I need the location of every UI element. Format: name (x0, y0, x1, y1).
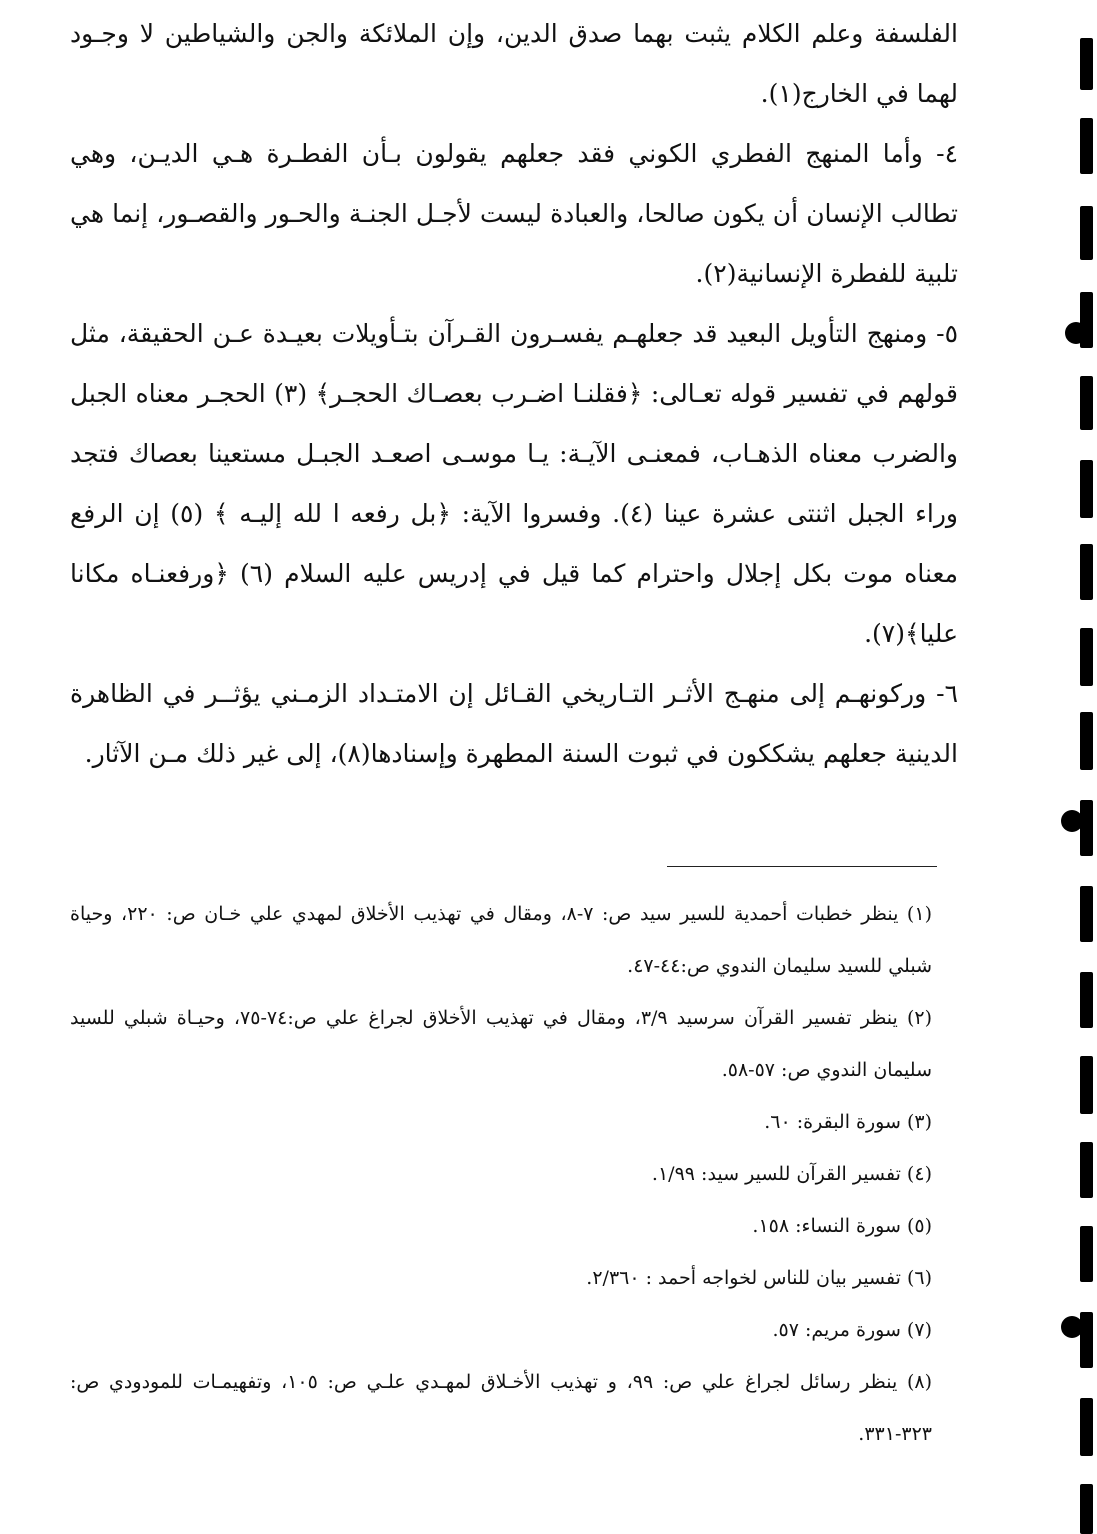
footnote-2: (٢) ينظر تفسير القرآن سرسيد ٣/٩، ومقال في تهذيب الأخلاق لجراغ علي ص:٧٤-٧٥، وحيـاة شبلي للسيد سليمان الندوي ص: ٥٧-٥٨. (70, 1007, 932, 1081)
binding-bar (1080, 1056, 1093, 1114)
binding-hole (1061, 810, 1083, 832)
binding-bar (1080, 118, 1093, 174)
binding-hole (1065, 322, 1087, 344)
footnote-7: (٧) سورة مريم: ٥٧. (772, 1319, 932, 1341)
binding-bar (1080, 544, 1093, 600)
paragraph-2: ٤- وأما المنهج الفطري الكوني فقد جعلهم يقولون بـأن الفطـرة هـي الديـن، وهي تطالب الإنسان أن يكون صالحا، والعبادة ليست لأجـل الجنـة والحـور والقصـور، إنما هي تلبية للفطرة الإنسانية(٢). (70, 139, 958, 288)
footnote-5: (٥) سورة النساء: ١٥٨. (752, 1215, 932, 1237)
paragraph-3: ٥- ومنهج التأويل البعيد قد جعلهـم يفسـرون القـرآن بتـأويلات بعيـدة عـن الحقيقة، مثل قولهم في تفسير قوله تعـالى: ﴿فقلنـا اضـرب بعصـاك الحجـر﴾ (٣) الحجـر معناه الجبل والضرب معناه الذهـاب، فمعنـى الآيـة: يـا موسـى اصعـد الجبـل مستعينا بعصاك فتجد وراء الجبل اثنتى عشرة عينا (٤). وفسروا الآية: ﴿بل رفعه ا لله إليـه ﴾ (٥) إن الرفع معناه موت بكل إجلال واحترام كما قيل في إدريس عليه السلام (٦) ﴿ورفعنـاه مكانا عليا﴾(٧). (70, 319, 958, 648)
binding-bar (1080, 886, 1093, 942)
footnote-separator (667, 866, 937, 867)
binding-bar (1080, 628, 1093, 686)
paragraph-4: ٦- وركونهـم إلى منهـج الأثـر التـاريخي القـائل إن الامتـداد الزمـني يؤثــر في الظاهرة الدينية جعلهم يشككون في ثبوت السنة المطهرة وإسنادها(٨)، إلى غير ذلك مـن الآثار. (70, 679, 958, 768)
footnote-3: (٣) سورة البقرة: ٦٠. (764, 1111, 932, 1133)
binding-hole (1061, 1316, 1083, 1338)
footnotes (70, 888, 932, 1460)
footnote-8: (٨) ينظر رسائل لجراغ علي ص: ٩٩، و تهذيب الأخـلاق لمهـدي علـي ص: ١٠٥، وتفهيمـات للمودودي ص: ٣٢٣-٣٣١. (70, 1371, 932, 1445)
footnote-6: (٦) تفسير بيان للناس لخواجه أحمد : ٢/٣٦٠. (586, 1267, 932, 1289)
binding-bar (1080, 1312, 1093, 1368)
binding-bar (1080, 376, 1093, 430)
binding-bar (1080, 1226, 1093, 1282)
binding-marks (1057, 0, 1097, 1534)
binding-bar (1080, 38, 1093, 90)
footnote-4: (٤) تفسير القرآن للسير سيد: ١/٩٩. (651, 1163, 932, 1185)
binding-bar (1080, 1142, 1093, 1198)
binding-bar (1080, 460, 1093, 518)
main-text (70, 4, 958, 784)
binding-bar (1080, 800, 1093, 856)
binding-bar (1080, 1484, 1093, 1534)
binding-bar (1080, 1398, 1093, 1456)
binding-bar (1080, 972, 1093, 1028)
binding-bar (1080, 206, 1093, 260)
footnote-1: (١) ينظر خطبات أحمدية للسير سيد ص: ٧-٨، ومقال في تهذيب الأخلاق لمهدي علي خـان ص: ٢٢٠، وحياة شبلي للسيد سليمان الندوي ص:٤٤-٤٧. (70, 903, 932, 977)
paragraph-1: الفلسفة وعلم الكلام يثبت بهما صدق الدين، وإن الملائكة والجن والشياطين لا وجـود لهما في الخارج(١). (70, 19, 958, 108)
binding-bar (1080, 712, 1093, 770)
